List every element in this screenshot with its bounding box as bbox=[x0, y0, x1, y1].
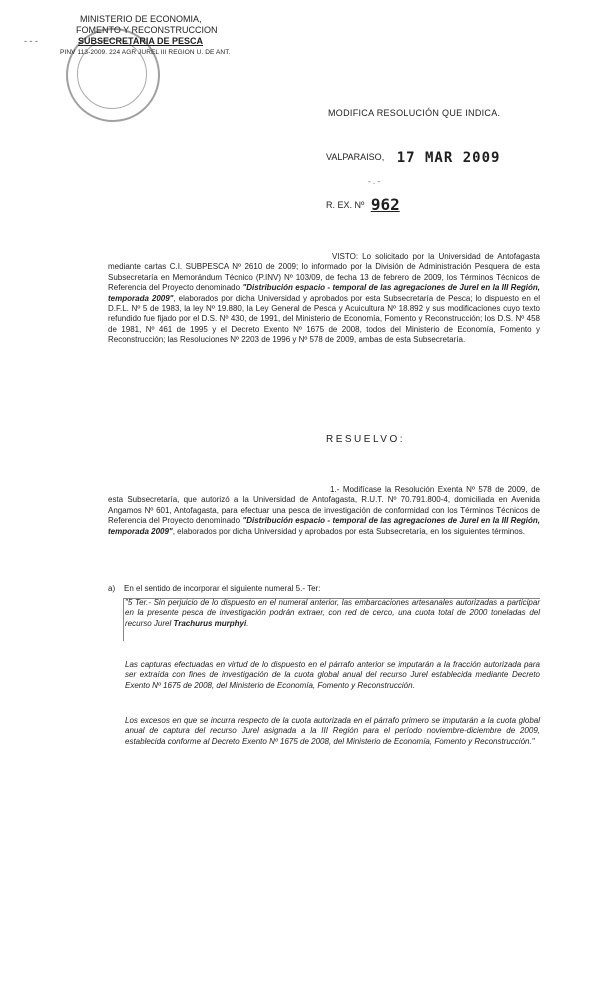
rex-label: R. EX. Nº bbox=[326, 200, 365, 210]
header-reference: PINV 113-2009. 224 AGR JUREL III REGION U. DE ANT. bbox=[60, 49, 231, 56]
visto-text-cont: , elaborados por dicha Universidad y aprobados por esta Subsecretaría de Pesca; lo dispuesto en el D.F.L. Nº 5 de 1983, la ley Nº 19.880, la Ley General de Pesca y Acuicultura Nº 18.892 y sus modificaciones cuyo texto refundido fue fijado por el D.S. Nº 430, de 1991, del Ministerio de Economía, Fomento y Reconstrucción; los D.S. Nº 458 de 1981, Nº 461 de 1995 y el Decreto Exento Nº 1675 de 2008, todos del Ministerio de Economía, Fomento y Reconstrucción; las Resoluciones Nº 2203 de 1996 y Nº 578 de 2009, ambas de esta Subsecretaría. bbox=[108, 293, 541, 345]
visto-project-title: "Distribución espacio - temporal de las agregaciones de Jurel en la III Región, temporada 2009" bbox=[108, 283, 541, 303]
species-name: Trachurus murphyi bbox=[173, 618, 247, 628]
date-stamp: 17 MAR 2009 bbox=[396, 150, 501, 166]
rex-number: 962 bbox=[370, 195, 400, 214]
place-label: VALPARAISO, bbox=[326, 152, 385, 162]
item1-text-cont: , elaborados por dicha Universidad y aprobados por esta Subsecretaría, en los siguientes términos. bbox=[172, 526, 525, 536]
visto-paragraph bbox=[108, 252, 540, 346]
item1-project-title: "Distribución espacio - temporal de las agregaciones de Jurel en la III Región, temporada 2009" bbox=[108, 516, 541, 536]
quote-1-end: . bbox=[246, 618, 249, 628]
visto-label: VISTO: bbox=[332, 252, 359, 261]
margin-mark: - - - bbox=[24, 36, 38, 46]
header-ministry: MINISTERIO DE ECONOMIA, bbox=[80, 14, 202, 24]
document-subject: MODIFICA RESOLUCIÓN QUE INDICA. bbox=[328, 108, 501, 118]
visto-text: Lo solicitado por la Universidad de Antofagasta mediante cartas C.I. SUBPESCA Nº 2610 de 2009; lo informado por la División de Administración Pesquera de esta Subsecretaría en Memorándum Técnico (P.INV) Nº 103/09, de fecha 13 de febrero de 2009, los Términos Técnicos de Referencia del Proyecto denominado bbox=[108, 252, 540, 293]
item-a-label: a) bbox=[108, 584, 116, 593]
ministry-header bbox=[60, 14, 310, 58]
resuelvo-heading: RESUELVO: bbox=[326, 434, 405, 445]
item-a bbox=[108, 584, 320, 593]
quote-paragraph-2: Las capturas efectuadas en virtud de lo dispuesto en el párrafo anterior se imputarán a la fracción autorizada para ser extraída con fines de investigación de la cuota global anual del recurso Jurel establecida mediante Decreto Exento Nº 1675 de 2008, del Ministerio de Economía, Fomento y Reconstrucción. bbox=[125, 660, 540, 690]
quote-paragraph-3: Los excesos en que se incurra respecto de la cuota autorizada en el párrafo primero se imputarán a la cuota global anual de captura del recurso Jurel asignada a la III Región para el período noviembre-diciembre de 2009, establecida conforme al Decreto Exento Nº 1675 de 2008, del Ministerio de Economía, Fomento y Reconstrucción." bbox=[125, 716, 540, 746]
item1-text: 1.- Modifícase la Resolución Exenta Nº 578 de 2009, de esta Subsecretaría, que autorizó a la Universidad de Antofagasta, R.U.T. Nº 70.791.800-4, domiciliada en Avenida Angamos Nº 601, Antofagasta, para efectuar una pesca de investigación de conformidad con los Términos Técnicos de Referencia del Proyecto denominado bbox=[108, 485, 540, 526]
dash-mark: - . - bbox=[368, 177, 380, 186]
date-line bbox=[326, 150, 500, 166]
quote-1-text: "5 Ter.- Sin perjuicio de lo dispuesto en el numeral anterior, las embarcaciones artesanales autorizadas a participar en la presente pesca de investigación podrán extraer, con red de cerco, una cuota total de 2000 toneladas del recurso Jurel bbox=[125, 598, 540, 628]
header-subsecretaria: SUBSECRETARIA DE PESCA bbox=[78, 36, 204, 46]
resolution-item-1 bbox=[108, 485, 540, 537]
header-ministry-cont: FOMENTO Y RECONSTRUCCION bbox=[76, 25, 218, 35]
item-a-intro: En el sentido de incorporar el siguiente numeral 5.- Ter: bbox=[124, 584, 321, 593]
resolution-number-line bbox=[326, 195, 400, 214]
quote-paragraph-1 bbox=[125, 598, 540, 629]
